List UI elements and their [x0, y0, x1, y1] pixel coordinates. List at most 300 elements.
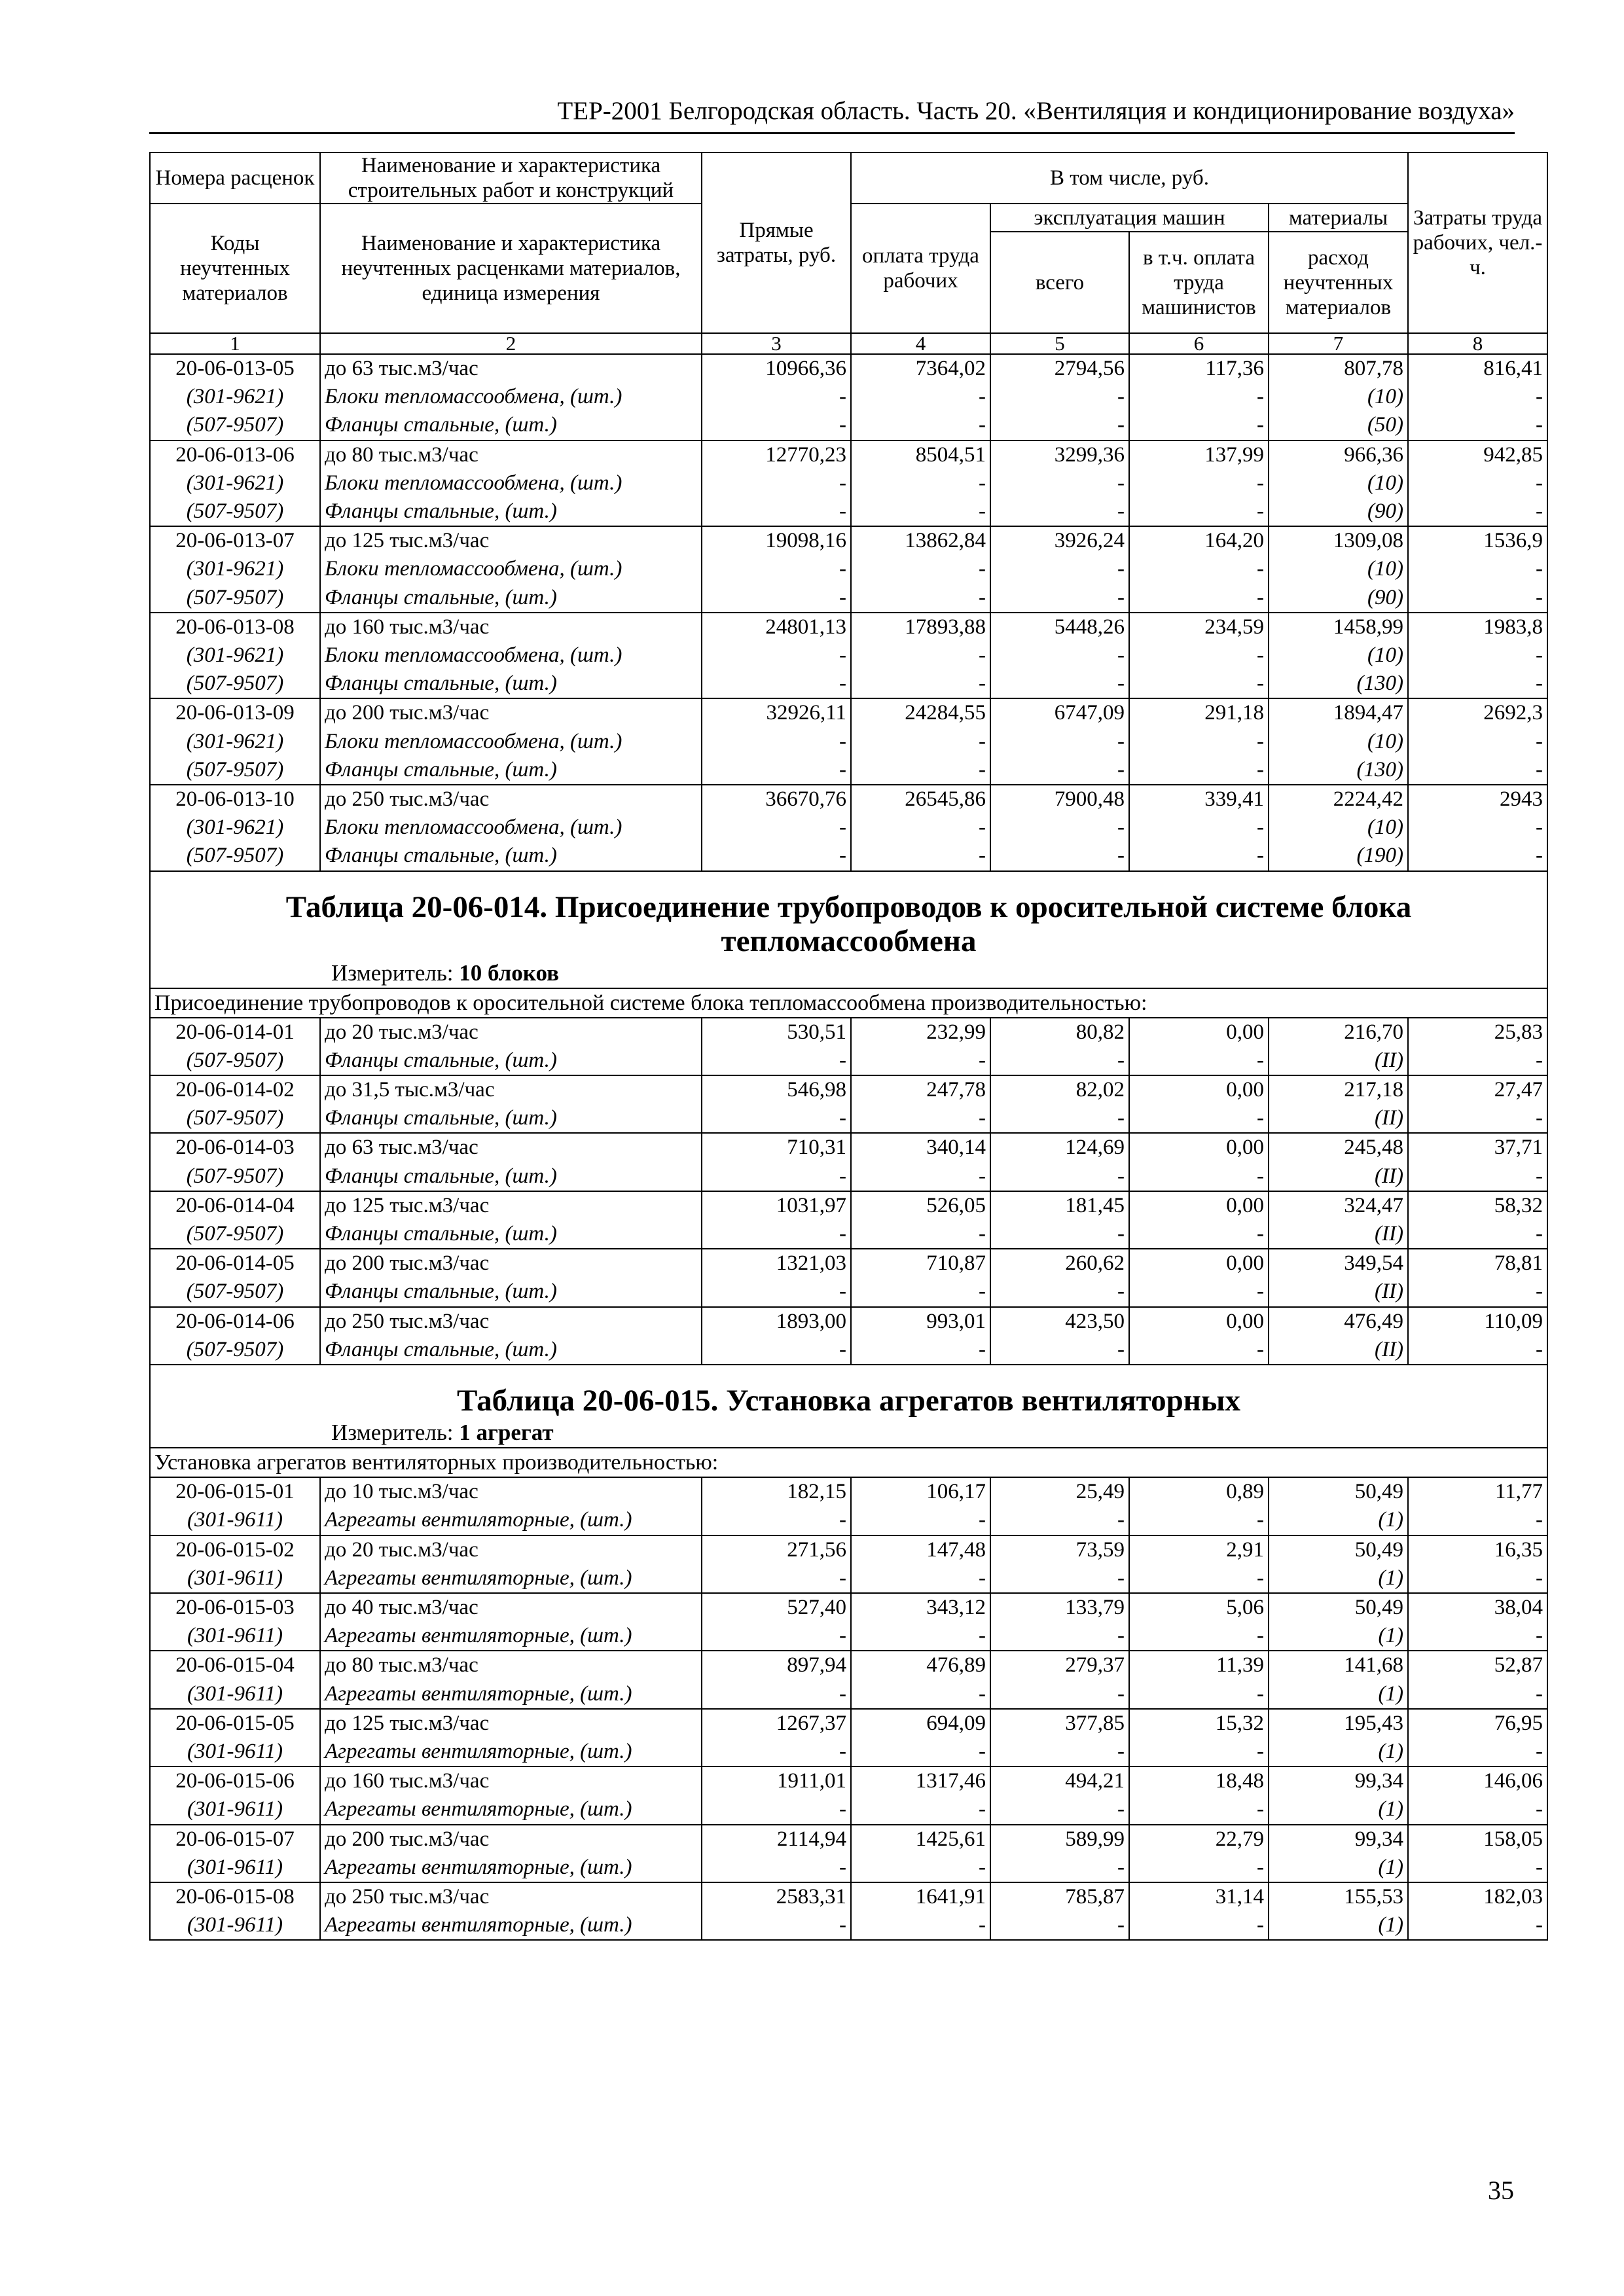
- material-row: [150, 1738, 1547, 1767]
- value-cell: -: [851, 1680, 990, 1709]
- column-numbers-row: [150, 333, 1547, 354]
- material-row: [150, 641, 1547, 670]
- rate-code-cell: (301-9611): [150, 1911, 320, 1940]
- value-cell: -: [702, 814, 851, 842]
- table-title-block: [150, 871, 1547, 988]
- value-cell: -: [702, 383, 851, 411]
- value-cell: -: [1129, 756, 1269, 785]
- value-cell: 710,31: [702, 1133, 851, 1162]
- value-cell: 816,41: [1408, 354, 1547, 383]
- value-cell: 807,78: [1269, 354, 1408, 383]
- column-number: 2: [320, 333, 702, 354]
- value-cell: 133,79: [990, 1593, 1129, 1622]
- col-machines-header: эксплуатация машин: [990, 204, 1269, 232]
- value-cell: -: [1129, 383, 1269, 411]
- value-cell: 2943: [1408, 785, 1547, 814]
- value-cell: 942,85: [1408, 440, 1547, 469]
- value-cell: -: [990, 1564, 1129, 1593]
- value-cell: 530,51: [702, 1018, 851, 1047]
- value-cell: 13862,84: [851, 526, 990, 555]
- rate-name-cell: Фланцы стальные, (шт.): [320, 497, 702, 526]
- rate-code-cell: 20-06-015-05: [150, 1709, 320, 1738]
- value-cell: -: [851, 1047, 990, 1075]
- value-cell: 181,45: [990, 1191, 1129, 1220]
- value-cell: (130): [1269, 670, 1408, 698]
- rate-name-cell: Фланцы стальные, (шт.): [320, 756, 702, 785]
- value-cell: -: [1408, 670, 1547, 698]
- value-cell: 247,78: [851, 1075, 990, 1104]
- value-cell: (1): [1269, 1680, 1408, 1709]
- rate-name-cell: Фланцы стальные, (шт.): [320, 1278, 702, 1306]
- rate-code-cell: (507-9507): [150, 1220, 320, 1249]
- value-cell: -: [990, 1854, 1129, 1882]
- rate-code-cell: (301-9621): [150, 555, 320, 583]
- rate-code-cell: 20-06-013-09: [150, 698, 320, 727]
- rate-code-cell: (301-9611): [150, 1622, 320, 1651]
- rate-name-cell: до 200 тыс.м3/час: [320, 698, 702, 727]
- rate-code-cell: 20-06-015-06: [150, 1767, 320, 1795]
- value-cell: 137,99: [1129, 440, 1269, 469]
- value-cell: -: [990, 1047, 1129, 1075]
- value-cell: 52,87: [1408, 1651, 1547, 1679]
- value-cell: 377,85: [990, 1709, 1129, 1738]
- value-cell: 897,94: [702, 1651, 851, 1679]
- value-cell: 7364,02: [851, 354, 990, 383]
- value-cell: -: [990, 1911, 1129, 1940]
- table-title: Таблица 20-06-015. Установка агрегатов вентиляторных: [457, 1384, 1241, 1418]
- value-cell: 245,48: [1269, 1133, 1408, 1162]
- value-cell: -: [1129, 411, 1269, 440]
- rate-row: [150, 1651, 1547, 1679]
- value-cell: -: [1408, 641, 1547, 670]
- value-cell: -: [990, 555, 1129, 583]
- value-cell: -: [702, 1622, 851, 1651]
- value-cell: 217,18: [1269, 1075, 1408, 1104]
- rate-name-cell: Блоки тепломассообмена, (шт.): [320, 383, 702, 411]
- value-cell: -: [990, 497, 1129, 526]
- value-cell: (1): [1269, 1564, 1408, 1593]
- value-cell: 1267,37: [702, 1709, 851, 1738]
- rate-code-cell: (507-9507): [150, 1336, 320, 1365]
- value-cell: -: [1129, 1738, 1269, 1767]
- material-row: [150, 842, 1547, 870]
- rate-code-cell: 20-06-015-04: [150, 1651, 320, 1679]
- table-title-row: [150, 871, 1547, 988]
- value-cell: -: [851, 670, 990, 698]
- value-cell: -: [990, 670, 1129, 698]
- value-cell: (II): [1269, 1104, 1408, 1133]
- rate-code-cell: (301-9621): [150, 814, 320, 842]
- material-row: [150, 1220, 1547, 1249]
- rate-row: [150, 1709, 1547, 1738]
- value-cell: 50,49: [1269, 1535, 1408, 1564]
- value-cell: -: [702, 1564, 851, 1593]
- rate-name-cell: Агрегаты вентиляторные, (шт.): [320, 1854, 702, 1882]
- rate-name-cell: Агрегаты вентиляторные, (шт.): [320, 1738, 702, 1767]
- rate-name-cell: Блоки тепломассообмена, (шт.): [320, 555, 702, 583]
- column-number: 7: [1269, 333, 1408, 354]
- subheader: Установка агрегатов вентиляторных производительностью:: [150, 1448, 1547, 1477]
- value-cell: -: [1408, 411, 1547, 440]
- rate-name-cell: до 63 тыс.м3/час: [320, 1133, 702, 1162]
- rate-code-cell: (507-9507): [150, 756, 320, 785]
- rate-name-cell: Фланцы стальные, (шт.): [320, 1220, 702, 1249]
- rate-name-cell: Агрегаты вентиляторные, (шт.): [320, 1564, 702, 1593]
- value-cell: 124,69: [990, 1133, 1129, 1162]
- value-cell: -: [851, 728, 990, 756]
- value-cell: -: [702, 1680, 851, 1709]
- rate-row: [150, 613, 1547, 641]
- value-cell: 3926,24: [990, 526, 1129, 555]
- value-cell: 2794,56: [990, 354, 1129, 383]
- value-cell: 141,68: [1269, 1651, 1408, 1679]
- value-cell: -: [702, 411, 851, 440]
- value-cell: -: [851, 383, 990, 411]
- rate-row: [150, 1249, 1547, 1278]
- rate-name-cell: до 160 тыс.м3/час: [320, 613, 702, 641]
- rate-name-cell: Фланцы стальные, (шт.): [320, 842, 702, 870]
- material-row: [150, 756, 1547, 785]
- rate-name-cell: до 200 тыс.м3/час: [320, 1249, 702, 1278]
- value-cell: -: [1129, 641, 1269, 670]
- rate-name-cell: Фланцы стальные, (шт.): [320, 1104, 702, 1133]
- value-cell: -: [1129, 469, 1269, 497]
- rate-name-cell: Фланцы стальные, (шт.): [320, 1162, 702, 1191]
- value-cell: 19098,16: [702, 526, 851, 555]
- value-cell: -: [1408, 1738, 1547, 1767]
- value-cell: -: [1408, 497, 1547, 526]
- value-cell: 5,06: [1129, 1593, 1269, 1622]
- value-cell: 526,05: [851, 1191, 990, 1220]
- value-cell: -: [851, 1278, 990, 1306]
- rate-name-cell: до 10 тыс.м3/час: [320, 1477, 702, 1506]
- rate-row: [150, 440, 1547, 469]
- col-machines-pay-header: в т.ч. оплата труда машинистов: [1129, 232, 1269, 333]
- value-cell: -: [702, 1911, 851, 1940]
- value-cell: 24284,55: [851, 698, 990, 727]
- material-row: [150, 1104, 1547, 1133]
- column-number: 5: [990, 333, 1129, 354]
- value-cell: (1): [1269, 1506, 1408, 1535]
- material-row: [150, 1622, 1547, 1651]
- rate-code-cell: 20-06-013-10: [150, 785, 320, 814]
- value-cell: -: [1408, 842, 1547, 870]
- value-cell: 31,14: [1129, 1882, 1269, 1911]
- rate-name-cell: до 80 тыс.м3/час: [320, 1651, 702, 1679]
- value-cell: 291,18: [1129, 698, 1269, 727]
- value-cell: -: [1129, 1564, 1269, 1593]
- col-machines-total-header: всего: [990, 232, 1129, 333]
- rate-code-cell: 20-06-014-05: [150, 1249, 320, 1278]
- value-cell: 476,49: [1269, 1307, 1408, 1336]
- value-cell: (130): [1269, 756, 1408, 785]
- value-cell: -: [1129, 842, 1269, 870]
- value-cell: -: [1129, 1336, 1269, 1365]
- rate-code-cell: 20-06-015-01: [150, 1477, 320, 1506]
- value-cell: -: [702, 1162, 851, 1191]
- value-cell: -: [990, 842, 1129, 870]
- value-cell: 234,59: [1129, 613, 1269, 641]
- value-cell: (1): [1269, 1854, 1408, 1882]
- unit-line: [154, 958, 1543, 988]
- value-cell: 164,20: [1129, 526, 1269, 555]
- rate-name-cell: до 250 тыс.м3/час: [320, 785, 702, 814]
- rate-name-cell: Агрегаты вентиляторные, (шт.): [320, 1680, 702, 1709]
- value-cell: 2583,31: [702, 1882, 851, 1911]
- value-cell: -: [1129, 1622, 1269, 1651]
- rate-name-cell: Фланцы стальные, (шт.): [320, 1047, 702, 1075]
- rate-code-cell: (301-9621): [150, 469, 320, 497]
- rate-name-cell: до 250 тыс.м3/час: [320, 1307, 702, 1336]
- value-cell: 2114,94: [702, 1825, 851, 1854]
- value-cell: -: [1408, 1680, 1547, 1709]
- col-labor-pay-header: оплата труда рабочих: [851, 204, 990, 333]
- rate-name-cell: Фланцы стальные, (шт.): [320, 411, 702, 440]
- column-number: 8: [1408, 333, 1547, 354]
- value-cell: 589,99: [990, 1825, 1129, 1854]
- value-cell: -: [851, 814, 990, 842]
- col-direct-costs-header: Прямые затраты, руб.: [702, 152, 851, 333]
- rate-row: [150, 526, 1547, 555]
- value-cell: 22,79: [1129, 1825, 1269, 1854]
- value-cell: -: [702, 1278, 851, 1306]
- column-number: 1: [150, 333, 320, 354]
- value-cell: 0,00: [1129, 1191, 1269, 1220]
- value-cell: 0,00: [1129, 1133, 1269, 1162]
- value-cell: 216,70: [1269, 1018, 1408, 1047]
- rate-code-cell: (301-9611): [150, 1795, 320, 1824]
- value-cell: 0,89: [1129, 1477, 1269, 1506]
- value-cell: 26545,86: [851, 785, 990, 814]
- col-unaccounted-name-header: Наименование и характеристика неучтенных расценками материалов, единица измерения: [320, 204, 702, 333]
- rate-name-cell: до 125 тыс.м3/час: [320, 1709, 702, 1738]
- rate-name-cell: Фланцы стальные, (шт.): [320, 584, 702, 613]
- value-cell: -: [1408, 1795, 1547, 1824]
- subheader: Присоединение трубопроводов к оросительной системе блока тепломассообмена производительностью:: [150, 988, 1547, 1018]
- rate-row: [150, 1825, 1547, 1854]
- rate-name-cell: до 80 тыс.м3/час: [320, 440, 702, 469]
- rate-code-cell: (301-9621): [150, 383, 320, 411]
- value-cell: -: [1408, 1104, 1547, 1133]
- value-cell: -: [702, 1336, 851, 1365]
- value-cell: (90): [1269, 584, 1408, 613]
- value-cell: 710,87: [851, 1249, 990, 1278]
- value-cell: 1893,00: [702, 1307, 851, 1336]
- value-cell: 18,48: [1129, 1767, 1269, 1795]
- rate-name-cell: Блоки тепломассообмена, (шт.): [320, 728, 702, 756]
- value-cell: -: [702, 1854, 851, 1882]
- value-cell: (10): [1269, 814, 1408, 842]
- value-cell: -: [851, 584, 990, 613]
- value-cell: (II): [1269, 1162, 1408, 1191]
- rate-code-cell: 20-06-015-03: [150, 1593, 320, 1622]
- value-cell: 0,00: [1129, 1249, 1269, 1278]
- column-number: 4: [851, 333, 990, 354]
- value-cell: 8504,51: [851, 440, 990, 469]
- rate-name-cell: до 20 тыс.м3/час: [320, 1535, 702, 1564]
- rate-code-cell: (301-9621): [150, 641, 320, 670]
- value-cell: 260,62: [990, 1249, 1129, 1278]
- value-cell: 82,02: [990, 1075, 1129, 1104]
- rate-name-cell: Агрегаты вентиляторные, (шт.): [320, 1795, 702, 1824]
- table-title-row: [150, 1365, 1547, 1448]
- column-number: 3: [702, 333, 851, 354]
- value-cell: 0,00: [1129, 1018, 1269, 1047]
- value-cell: -: [851, 497, 990, 526]
- rate-name-cell: до 125 тыс.м3/час: [320, 1191, 702, 1220]
- material-row: [150, 1795, 1547, 1824]
- value-cell: 5448,26: [990, 613, 1129, 641]
- value-cell: 546,98: [702, 1075, 851, 1104]
- rates-table: [149, 152, 1548, 1941]
- value-cell: 155,53: [1269, 1882, 1408, 1911]
- rate-row: [150, 1882, 1547, 1911]
- value-cell: 76,95: [1408, 1709, 1547, 1738]
- rate-code-cell: (301-9611): [150, 1854, 320, 1882]
- value-cell: -: [990, 1680, 1129, 1709]
- value-cell: -: [1129, 814, 1269, 842]
- rate-name-cell: до 160 тыс.м3/час: [320, 1767, 702, 1795]
- value-cell: -: [702, 1795, 851, 1824]
- value-cell: -: [1408, 1911, 1547, 1940]
- value-cell: -: [990, 1622, 1129, 1651]
- material-row: [150, 584, 1547, 613]
- value-cell: 0,00: [1129, 1075, 1269, 1104]
- value-cell: 7900,48: [990, 785, 1129, 814]
- value-cell: -: [702, 842, 851, 870]
- value-cell: 2,91: [1129, 1535, 1269, 1564]
- rate-row: [150, 785, 1547, 814]
- value-cell: -: [990, 1162, 1129, 1191]
- value-cell: 37,71: [1408, 1133, 1547, 1162]
- value-cell: -: [1129, 555, 1269, 583]
- rate-code-cell: (507-9507): [150, 411, 320, 440]
- rate-code-cell: 20-06-015-08: [150, 1882, 320, 1911]
- value-cell: 1458,99: [1269, 613, 1408, 641]
- rate-name-cell: до 40 тыс.м3/час: [320, 1593, 702, 1622]
- rate-name-cell: Агрегаты вентиляторные, (шт.): [320, 1622, 702, 1651]
- value-cell: 1425,61: [851, 1825, 990, 1854]
- value-cell: -: [1129, 728, 1269, 756]
- value-cell: 99,34: [1269, 1825, 1408, 1854]
- rate-row: [150, 1535, 1547, 1564]
- value-cell: 146,06: [1408, 1767, 1547, 1795]
- value-cell: -: [1129, 1854, 1269, 1882]
- value-cell: -: [990, 411, 1129, 440]
- value-cell: -: [1408, 584, 1547, 613]
- value-cell: -: [1129, 1911, 1269, 1940]
- material-row: [150, 1680, 1547, 1709]
- rate-code-cell: 20-06-014-03: [150, 1133, 320, 1162]
- value-cell: -: [1408, 1278, 1547, 1306]
- rate-row: [150, 1767, 1547, 1795]
- rate-row: [150, 1018, 1547, 1047]
- value-cell: 36670,76: [702, 785, 851, 814]
- rate-code-cell: (507-9507): [150, 1162, 320, 1191]
- material-row: [150, 1564, 1547, 1593]
- rate-code-cell: (301-9611): [150, 1506, 320, 1535]
- rate-code-cell: 20-06-013-06: [150, 440, 320, 469]
- rate-code-cell: 20-06-013-07: [150, 526, 320, 555]
- value-cell: -: [1408, 469, 1547, 497]
- value-cell: -: [851, 1220, 990, 1249]
- value-cell: 494,21: [990, 1767, 1129, 1795]
- value-cell: 324,47: [1269, 1191, 1408, 1220]
- value-cell: -: [990, 1506, 1129, 1535]
- value-cell: -: [1408, 728, 1547, 756]
- value-cell: (10): [1269, 469, 1408, 497]
- value-cell: -: [1408, 756, 1547, 785]
- value-cell: -: [702, 728, 851, 756]
- value-cell: -: [1129, 1047, 1269, 1075]
- rate-row: [150, 354, 1547, 383]
- value-cell: 1983,8: [1408, 613, 1547, 641]
- value-cell: -: [990, 1738, 1129, 1767]
- value-cell: 271,56: [702, 1535, 851, 1564]
- rate-name-cell: до 125 тыс.м3/час: [320, 526, 702, 555]
- material-row: [150, 469, 1547, 497]
- rate-code-cell: (507-9507): [150, 842, 320, 870]
- value-cell: -: [1129, 584, 1269, 613]
- value-cell: -: [990, 469, 1129, 497]
- value-cell: -: [702, 469, 851, 497]
- value-cell: -: [1408, 1047, 1547, 1075]
- value-cell: (1): [1269, 1911, 1408, 1940]
- subheader-row: [150, 1448, 1547, 1477]
- unit-line: [154, 1418, 1543, 1447]
- value-cell: (10): [1269, 641, 1408, 670]
- value-cell: -: [851, 756, 990, 785]
- col-materials-header: материалы: [1269, 204, 1408, 232]
- rate-name-cell: Фланцы стальные, (шт.): [320, 670, 702, 698]
- col-codes-header: Номера расценок: [150, 152, 320, 204]
- value-cell: -: [851, 1506, 990, 1535]
- rate-code-cell: 20-06-014-04: [150, 1191, 320, 1220]
- value-cell: (10): [1269, 383, 1408, 411]
- value-cell: 349,54: [1269, 1249, 1408, 1278]
- value-cell: -: [1129, 1220, 1269, 1249]
- value-cell: 11,39: [1129, 1651, 1269, 1679]
- value-cell: -: [1129, 1278, 1269, 1306]
- rate-code-cell: 20-06-014-02: [150, 1075, 320, 1104]
- value-cell: -: [990, 641, 1129, 670]
- value-cell: -: [990, 1336, 1129, 1365]
- rate-name-cell: Блоки тепломассообмена, (шт.): [320, 814, 702, 842]
- value-cell: 12770,23: [702, 440, 851, 469]
- value-cell: (II): [1269, 1336, 1408, 1365]
- table-title-block: [150, 1365, 1547, 1448]
- value-cell: -: [702, 555, 851, 583]
- rate-code-cell: (507-9507): [150, 1104, 320, 1133]
- material-row: [150, 1854, 1547, 1882]
- value-cell: 1031,97: [702, 1191, 851, 1220]
- value-cell: 340,14: [851, 1133, 990, 1162]
- material-row: [150, 1911, 1547, 1940]
- value-cell: -: [702, 756, 851, 785]
- col-incl-header: В том числе, руб.: [851, 152, 1408, 204]
- value-cell: 423,50: [990, 1307, 1129, 1336]
- unit-label: Измеритель:: [331, 960, 454, 986]
- value-cell: -: [1408, 1162, 1547, 1191]
- value-cell: 38,04: [1408, 1593, 1547, 1622]
- value-cell: 1911,01: [702, 1767, 851, 1795]
- value-cell: (1): [1269, 1795, 1408, 1824]
- value-cell: -: [990, 1278, 1129, 1306]
- value-cell: 2224,42: [1269, 785, 1408, 814]
- value-cell: -: [990, 1220, 1129, 1249]
- value-cell: -: [702, 1506, 851, 1535]
- rate-name-cell: до 250 тыс.м3/час: [320, 1882, 702, 1911]
